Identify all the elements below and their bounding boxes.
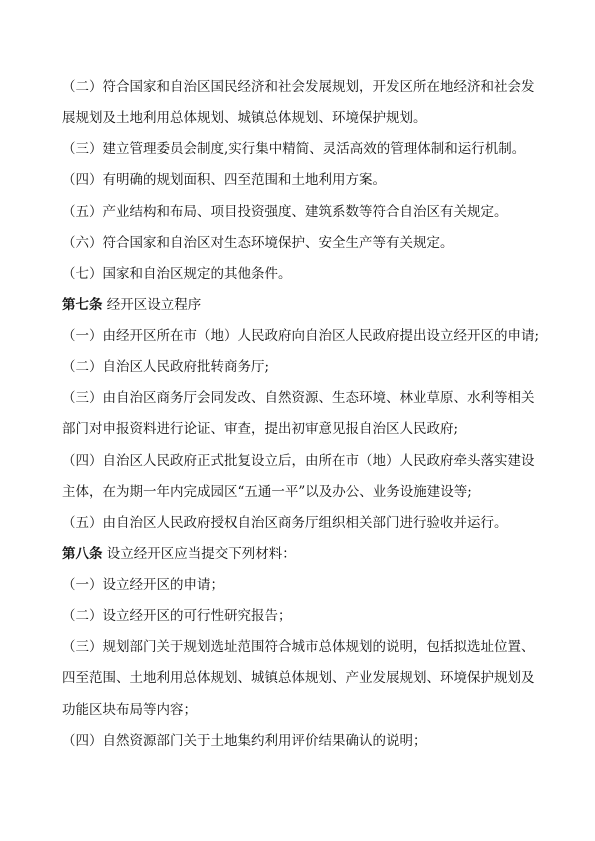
a7-item-4-line-1: （四）自治区人民政府正式批复设立后，由所在市（地）人民政府牵头落实建设 xyxy=(62,453,535,469)
item-6-line: （六）符合国家和自治区对生态环境保护、安全生产等有关规定。 xyxy=(62,235,454,251)
item-5-line: （五）产业结构和布局、项目投资强度、建筑系数等符合自治区有关规定。 xyxy=(62,204,508,220)
a8-item-3-line-2: 四至范围、土地利用总体规划、城镇总体规划、产业发展规划、环境保护规划及 xyxy=(62,670,535,686)
item-2-line-1: （二）符合国家和自治区国民经济和社会发展规划，开发区所在地经济和社会发 xyxy=(62,79,535,95)
item-3-line: （三）建立管理委员会制度,实行集中精简、灵活高效的管理体制和运行机制。 xyxy=(62,141,526,157)
article-7-title: 经开区设立程序 xyxy=(106,297,202,313)
article-8-heading xyxy=(62,545,296,563)
a7-item-3-line-1: （三）由自治区商务厅会同发改、自然资源、生态环境、林业草原、水利等相关 xyxy=(62,390,535,406)
a8-item-3-line-3: 功能区块布局等内容； xyxy=(62,702,197,718)
a7-item-2-line: （二）自治区人民政府批转商务厅; xyxy=(62,359,270,375)
item-2-line-2: 展规划及土地利用总体规划、城镇总体规划、环境保护规划。 xyxy=(62,110,427,126)
a8-item-3-line-1: （三）规划部门关于规划选址范围符合城市总体规划的说明，包括拟选址位置、 xyxy=(62,639,535,655)
a7-item-4-line-2: 主体，在为期一年内完成园区“五通一平”以及办公、业务设施建设等; xyxy=(62,484,472,500)
article-7-heading xyxy=(62,296,201,314)
item-4-line: （四）有明确的规划面积、四至范围和土地利用方案。 xyxy=(62,172,386,188)
a7-item-3-line-2: 部门对申报资料进行论证、审查，提出初审意见报自治区人民政府; xyxy=(62,421,459,437)
a7-item-5-line: （五）由自治区人民政府授权自治区商务厅组织相关部门进行验收并运行。 xyxy=(62,515,508,531)
a7-item-1-line: （一）由经开区所在市（地）人民政府向自治区人民政府提出设立经开区的申请; xyxy=(62,328,540,344)
a8-item-2-line: （二）设立经开区的可行性研究报告； xyxy=(62,608,292,624)
item-7-line: （七）国家和自治区规定的其他条件。 xyxy=(62,266,292,282)
a8-item-1-line: （一）设立经开区的申请； xyxy=(62,577,224,593)
article-7-label: 第七条 xyxy=(62,297,103,313)
article-8-title: 设立经开区应当提交下列材料： xyxy=(106,546,296,562)
article-8-label: 第八条 xyxy=(62,546,103,562)
a8-item-4-line: （四）自然资源部门关于土地集约利用评价结果确认的说明； xyxy=(62,733,427,749)
